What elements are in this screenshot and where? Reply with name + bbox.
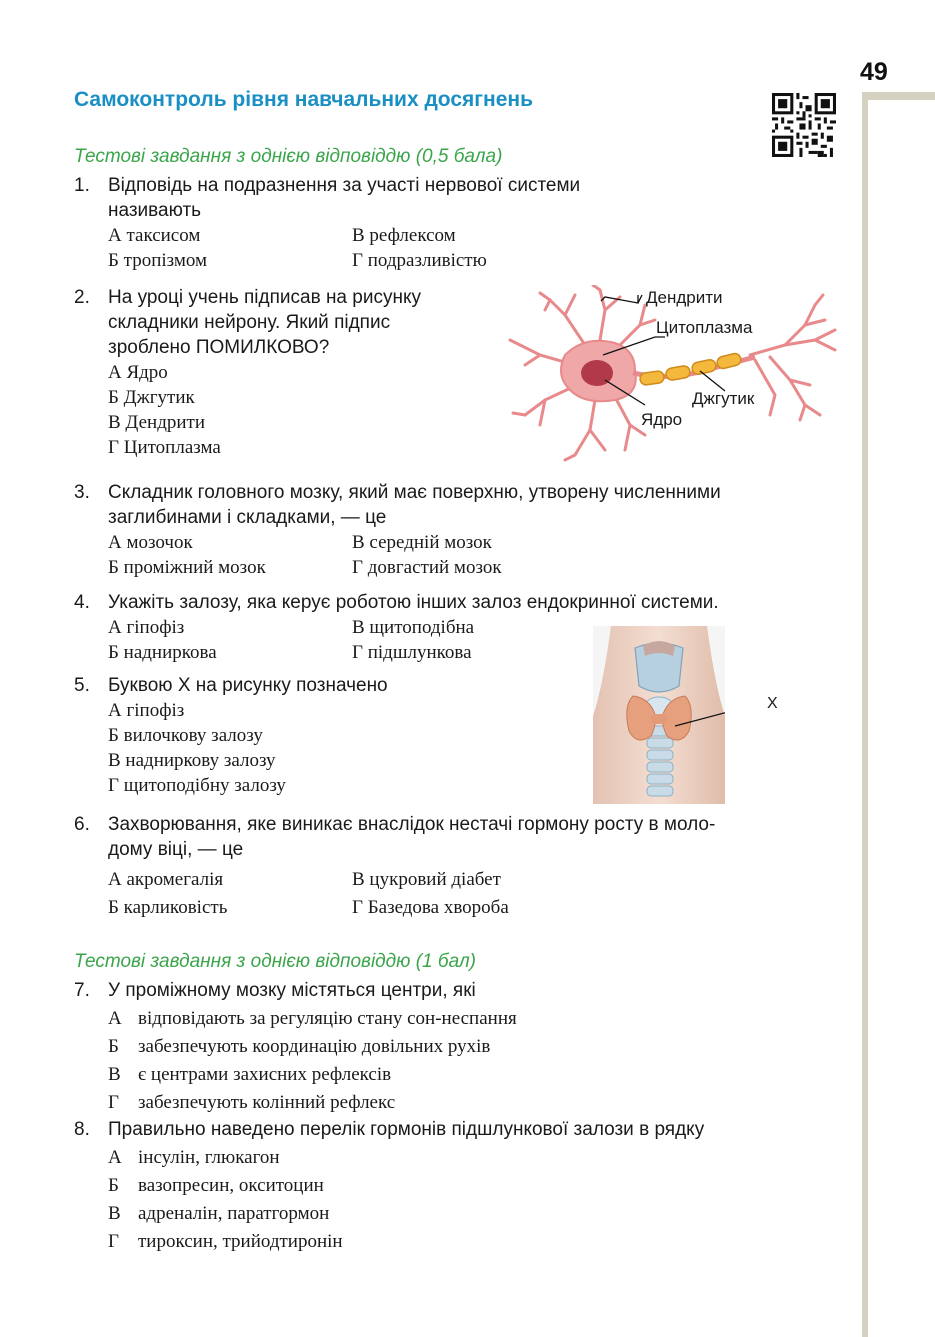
option-g[interactable]	[108, 1090, 395, 1115]
neuron-illustration	[505, 285, 845, 465]
question-text: складники нейрону. Який підпис	[108, 312, 391, 333]
option-a[interactable]: А Ядро	[108, 362, 168, 383]
thyroid-illustration	[593, 626, 725, 804]
option-letter: А	[108, 1147, 122, 1168]
option-a[interactable]: А гіпофіз	[108, 700, 185, 721]
question-number: 8.	[74, 1119, 90, 1140]
option-b[interactable]: Б надниркова	[108, 642, 217, 663]
option-text: забезпечують колінний рефлекс	[138, 1092, 396, 1113]
option-letter: Г	[108, 1092, 119, 1113]
question-text: Захворювання, яке виникає внаслідок нестачі гормону росту в моло-	[108, 814, 716, 835]
option-text: вазопресин, окситоцин	[138, 1175, 324, 1196]
option-b[interactable]	[108, 1173, 324, 1198]
question-text: Буквою Х на рисунку позначено	[108, 675, 388, 696]
option-text: адреналін, паратгормон	[138, 1203, 330, 1224]
question-text: заглибинами і складками, — це	[108, 507, 387, 528]
question-text: називають	[108, 200, 202, 221]
question-number: 6.	[74, 814, 90, 835]
option-v[interactable]: В рефлексом	[352, 225, 456, 246]
section-heading-2: Тестові завдання з однією відповіддю (1 бал)	[74, 951, 476, 972]
option-v[interactable]: В щитоподібна	[352, 617, 475, 638]
question-number: 2.	[74, 287, 90, 308]
label-cytoplasm: Цитоплазма	[656, 318, 753, 337]
option-v[interactable]	[108, 1062, 391, 1087]
question-number: 3.	[74, 482, 90, 503]
option-a[interactable]	[108, 1145, 280, 1170]
option-v[interactable]: В цукровий діабет	[352, 869, 501, 890]
option-g[interactable]: Г Базедова хвороба	[352, 897, 509, 918]
option-text: тироксин, трийодтиронін	[138, 1231, 343, 1252]
option-b[interactable]: Б Джгутик	[108, 387, 195, 408]
label-dendrites: Дендрити	[646, 288, 723, 307]
option-b[interactable]: Б вилочкову залозу	[108, 725, 263, 746]
label-nucleus: Ядро	[641, 410, 683, 429]
option-g[interactable]	[108, 1229, 343, 1254]
option-v[interactable]: В надниркову залозу	[108, 750, 276, 771]
option-b[interactable]: Б тропізмом	[108, 250, 208, 271]
option-letter: Б	[108, 1036, 119, 1057]
question-text: зроблено ПОМИЛКОВО?	[108, 337, 330, 358]
label-flagellum: Джгутик	[692, 389, 755, 408]
option-a[interactable]: А таксисом	[108, 225, 201, 246]
page-title: Самоконтроль рівня навчальних досягнень	[74, 88, 533, 111]
option-text: відповідають за регуляцію стану сон-неспання	[138, 1008, 517, 1029]
option-a[interactable]: А гіпофіз	[108, 617, 185, 638]
option-g[interactable]: Г довгастий мозок	[352, 557, 502, 578]
question-number: 5.	[74, 675, 90, 696]
question-text: Укажіть залозу, яка керує роботою інших залоз ендокринної системи.	[108, 592, 719, 613]
qr-code-icon[interactable]	[772, 93, 836, 157]
option-b[interactable]: Б карликовість	[108, 897, 228, 918]
option-letter: Г	[108, 1231, 119, 1252]
option-text: інсулін, глюкагон	[138, 1147, 280, 1168]
option-letter: В	[108, 1064, 121, 1085]
question-text: Відповідь на подразнення за участі нервової системи	[108, 175, 581, 196]
question-text: Складник головного мозку, який має поверхню, утворену численними	[108, 482, 721, 503]
option-a[interactable]	[108, 1006, 517, 1031]
question-text: У проміжному мозку містяться центри, які	[108, 980, 476, 1001]
label-x: Х	[767, 695, 778, 712]
question-number: 4.	[74, 592, 90, 613]
option-g[interactable]: Г подразливістю	[352, 250, 487, 271]
option-letter: В	[108, 1203, 121, 1224]
question-number: 7.	[74, 980, 90, 1001]
question-text: Правильно наведено перелік гормонів підшлункової залози в рядку	[108, 1119, 705, 1140]
question-text: дому віці, — це	[108, 839, 244, 860]
option-a[interactable]: А мозочок	[108, 532, 193, 553]
option-g[interactable]: Г підшлункова	[352, 642, 472, 663]
option-b[interactable]: Б проміжний мозок	[108, 557, 266, 578]
option-v[interactable]	[108, 1201, 329, 1226]
question-number: 1.	[74, 175, 90, 196]
option-g[interactable]: Г щитоподібну залозу	[108, 775, 286, 796]
option-a[interactable]: А акромегалія	[108, 869, 224, 890]
option-b[interactable]	[108, 1034, 490, 1059]
section-heading-1: Тестові завдання з однією відповіддю (0,5 бала)	[74, 146, 503, 167]
option-g[interactable]: Г Цитоплазма	[108, 437, 221, 458]
option-text: забезпечують координацію довільних рухів	[138, 1036, 491, 1057]
option-letter: А	[108, 1008, 122, 1029]
option-v[interactable]: В середній мозок	[352, 532, 492, 553]
margin-inner	[868, 100, 935, 1337]
option-v[interactable]: В Дендрити	[108, 412, 206, 433]
option-text: є центрами захисних рефлексів	[138, 1064, 392, 1085]
page-number: 49	[860, 58, 888, 86]
option-letter: Б	[108, 1175, 119, 1196]
question-text: На уроці учень підписав на рисунку	[108, 287, 421, 308]
